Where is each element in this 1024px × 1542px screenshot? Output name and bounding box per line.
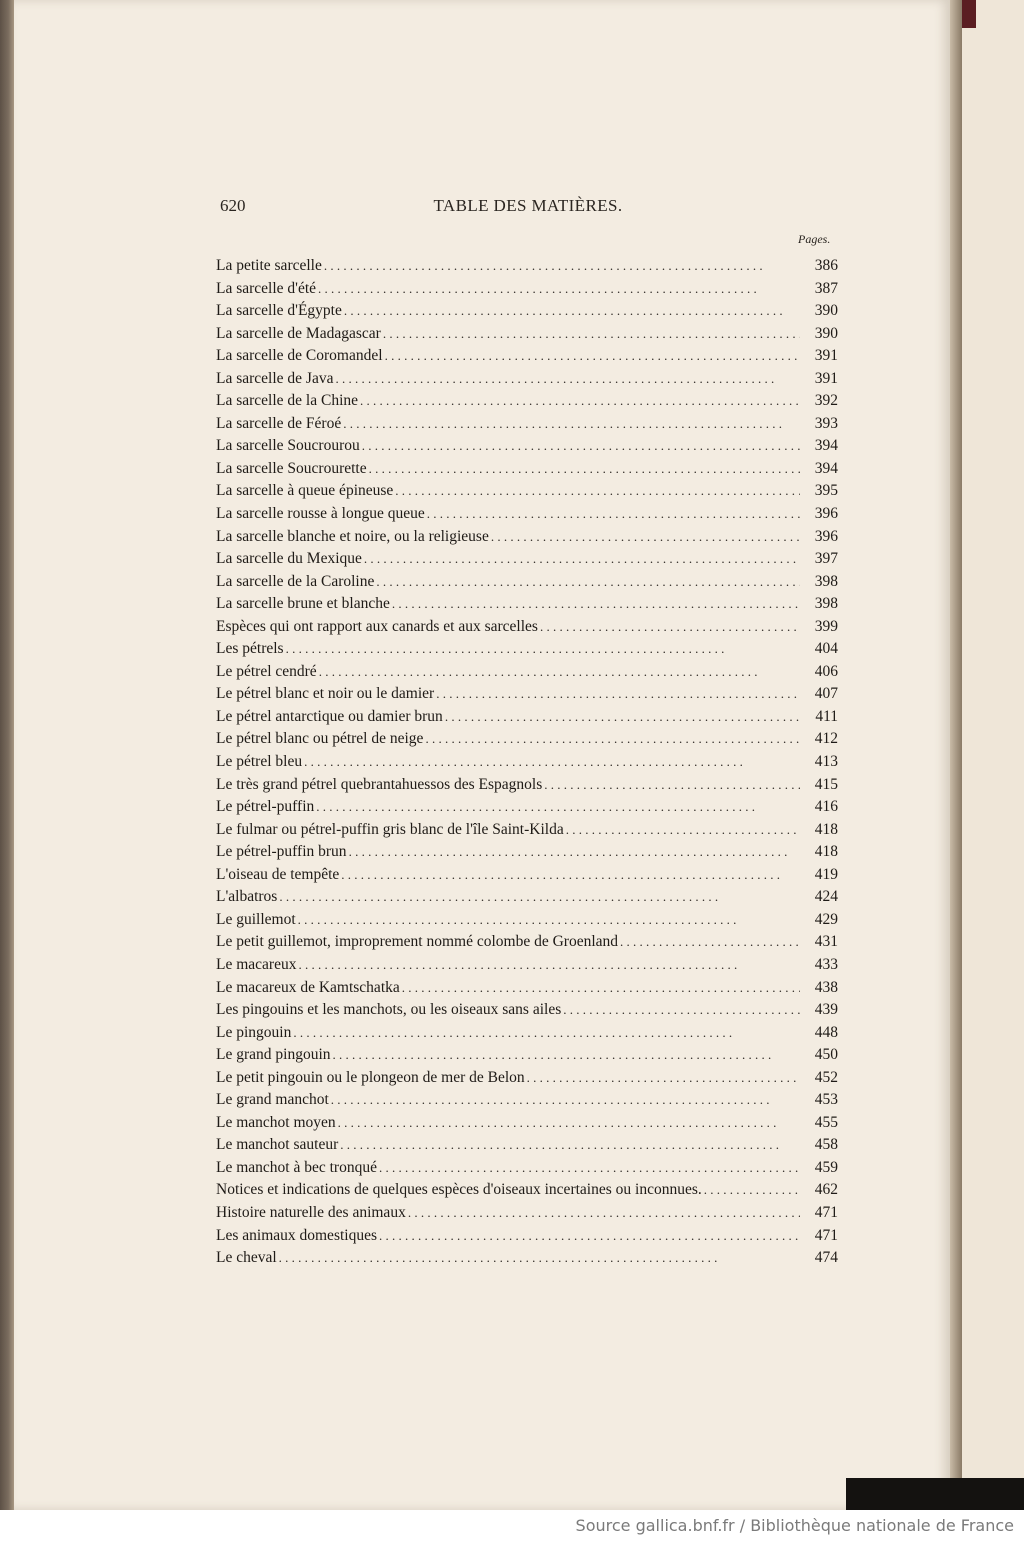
dot-leader <box>340 1134 800 1157</box>
toc-entry-title: Le grand pingouin <box>216 1046 331 1064</box>
toc-entry-title: La sarcelle du Mexique <box>216 550 362 568</box>
toc-entry-page: 471 <box>814 1203 838 1221</box>
dot-leader <box>298 954 800 977</box>
dot-leader <box>335 368 800 391</box>
toc-entry-page: 391 <box>814 369 838 387</box>
toc-entry <box>216 931 838 954</box>
toc-entry-title: La sarcelle brune et blanche <box>216 595 390 613</box>
toc-entry-page: 390 <box>814 324 838 342</box>
toc-entry-title: Le petit guillemot, improprement nommé colombe de Groenland <box>216 933 619 951</box>
toc-entry <box>216 977 838 1000</box>
toc-entry-page: 387 <box>814 279 838 297</box>
toc-entry-title: Le macareux <box>216 955 297 973</box>
toc-entry-title: Histoire naturelle des animaux <box>216 1203 406 1221</box>
toc-entry-page: 452 <box>814 1068 838 1086</box>
dot-leader <box>402 977 800 1000</box>
toc-entry-title: La sarcelle de Coromandel <box>216 347 383 365</box>
toc-entry-title: Notices et indications de quelques espèces d'oiseaux incertaines ou inconnues. <box>216 1181 702 1199</box>
dot-leader <box>331 1089 800 1112</box>
dot-leader <box>395 480 800 503</box>
toc-entry-page: 455 <box>814 1113 838 1131</box>
dot-leader <box>445 706 800 729</box>
toc-entry <box>216 548 838 571</box>
toc-entry <box>216 368 838 391</box>
page-header <box>220 196 836 222</box>
toc-entry-title: La sarcelle à queue épineuse <box>216 482 394 500</box>
dot-leader <box>318 278 800 301</box>
toc-entry-title: Le macareux de Kamtschatka <box>216 978 400 996</box>
toc-entry <box>216 1022 838 1045</box>
toc-entry <box>216 503 838 526</box>
toc-entry <box>216 683 838 706</box>
dot-leader <box>338 1112 800 1135</box>
dot-leader <box>304 751 800 774</box>
toc-entry <box>216 480 838 503</box>
toc-entry <box>216 1112 838 1135</box>
toc-entry-page: 438 <box>814 978 838 996</box>
toc-entry-title: Le pétrel-puffin <box>216 798 315 816</box>
dot-leader <box>540 616 800 639</box>
dot-leader <box>298 909 800 932</box>
toc-entry <box>216 616 838 639</box>
facing-page-edge <box>962 0 1024 1510</box>
toc-entry <box>216 435 838 458</box>
dot-leader <box>527 1067 800 1090</box>
toc-entry-page: 462 <box>814 1181 838 1199</box>
toc-entry <box>216 255 838 278</box>
toc-entry-title: Le pétrel bleu <box>216 753 303 771</box>
toc-entry <box>216 638 838 661</box>
toc-entry-title: La sarcelle de Madagascar <box>216 324 381 342</box>
toc-entry-page: 398 <box>814 595 838 613</box>
dot-leader <box>349 841 800 864</box>
toc-entry-title: La sarcelle Soucrourette <box>216 459 367 477</box>
toc-entry-page: 458 <box>814 1136 838 1154</box>
toc-entry-page: 399 <box>814 617 838 635</box>
toc-entry-page: 418 <box>814 820 838 838</box>
toc-entry-title: Le pétrel blanc ou pétrel de neige <box>216 730 424 748</box>
toc-entry-page: 407 <box>814 685 838 703</box>
toc-entry-page: 450 <box>814 1046 838 1064</box>
dot-leader <box>333 1044 800 1067</box>
book-spine-shadow <box>846 1478 1024 1510</box>
toc-entry-title: La sarcelle blanche et noire, ou la religieuse <box>216 527 489 545</box>
toc-entry <box>216 571 838 594</box>
toc-entry-title: Le pétrel-puffin brun <box>216 843 347 861</box>
toc-entry-page: 395 <box>814 482 838 500</box>
toc-entry-title: Le petit pingouin ou le plongeon de mer de Belon <box>216 1068 525 1086</box>
dot-leader <box>427 503 800 526</box>
toc-entry-title: Le guillemot <box>216 910 296 928</box>
toc-entry <box>216 661 838 684</box>
toc-entry <box>216 390 838 413</box>
toc-entry-page: 390 <box>814 302 838 320</box>
toc-entry <box>216 1044 838 1067</box>
dot-leader <box>392 593 800 616</box>
toc-entry-page: 453 <box>814 1091 838 1109</box>
dot-leader <box>341 864 800 887</box>
toc-entry-page: 392 <box>814 392 838 410</box>
toc-entry <box>216 1157 838 1180</box>
dot-leader <box>279 1247 800 1270</box>
dot-leader <box>369 458 800 481</box>
toc-entry-page: 429 <box>814 910 838 928</box>
dot-leader <box>364 548 800 571</box>
toc-entry <box>216 458 838 481</box>
toc-entry-page: 459 <box>814 1158 838 1176</box>
toc-entry-page: 412 <box>814 730 838 748</box>
toc-entry-page: 418 <box>814 843 838 861</box>
dot-leader <box>408 1202 800 1225</box>
toc-entry-title: Les pingouins et les manchots, ou les oiseaux sans ailes <box>216 1001 562 1019</box>
toc-entry-title: Le cheval <box>216 1249 277 1267</box>
dot-leader <box>279 886 800 909</box>
toc-entry <box>216 1067 838 1090</box>
toc-entry <box>216 751 838 774</box>
dot-leader <box>704 1179 800 1202</box>
toc-entry-title: La sarcelle de la Chine <box>216 392 359 410</box>
dot-leader <box>436 683 800 706</box>
toc-entry <box>216 1089 838 1112</box>
toc-entry-page: 439 <box>814 1001 838 1019</box>
dot-leader <box>425 728 800 751</box>
dot-leader <box>491 526 800 549</box>
pages-column-label: Pages. <box>798 232 831 246</box>
toc-entry-title: Le pétrel cendré <box>216 662 317 680</box>
dot-leader <box>324 255 800 278</box>
toc-entry-page: 396 <box>814 527 838 545</box>
toc-entry <box>216 278 838 301</box>
toc-entry-page: 406 <box>814 662 838 680</box>
toc-entry <box>216 774 838 797</box>
toc-entry-title: La sarcelle de Féroé <box>216 414 342 432</box>
dot-leader <box>563 999 800 1022</box>
toc-entry-page: 386 <box>814 257 838 274</box>
toc-entry-page: 411 <box>815 707 838 725</box>
dot-leader <box>379 1157 800 1180</box>
toc-entry-title: La sarcelle de la Caroline <box>216 572 375 590</box>
toc-entry-title: Le manchot à bec tronqué <box>216 1158 377 1176</box>
toc-entry-title: La sarcelle d'Égypte <box>216 302 342 320</box>
toc-entry-title: Le manchot moyen <box>216 1113 336 1131</box>
dot-leader <box>344 300 800 323</box>
toc-entry-page: 404 <box>814 640 838 658</box>
dot-leader <box>620 931 800 954</box>
toc-entry <box>216 345 838 368</box>
dot-leader <box>379 1225 800 1248</box>
toc-entry-title: Espèces qui ont rapport aux canards et aux sarcelles <box>216 617 538 635</box>
dot-leader <box>544 774 800 797</box>
toc-entry-title: L'oiseau de tempête <box>216 865 340 883</box>
toc-entry-page: 397 <box>814 550 838 568</box>
toc-entry <box>216 1225 838 1248</box>
toc-entry-page: 394 <box>814 459 838 477</box>
toc-entry-title: La sarcelle d'été <box>216 279 317 297</box>
bookmark-ribbon <box>962 0 976 28</box>
toc-entry-page: 474 <box>814 1249 838 1267</box>
toc-entry <box>216 954 838 977</box>
toc-entry <box>216 323 838 346</box>
toc-entry <box>216 1202 838 1225</box>
toc-entry <box>216 819 838 842</box>
dot-leader <box>383 323 800 346</box>
dot-leader <box>343 413 800 436</box>
dot-leader <box>566 819 800 842</box>
toc-entry-page: 431 <box>814 933 838 951</box>
book-page-edge <box>0 0 14 1510</box>
toc-entry-page: 398 <box>814 572 838 590</box>
dot-leader <box>293 1022 800 1045</box>
dot-leader <box>362 435 800 458</box>
toc-entry-page: 471 <box>814 1226 838 1244</box>
toc-entry-page: 391 <box>814 347 838 365</box>
toc-entry-title: La petite sarcelle <box>216 257 322 274</box>
toc-entry-page: 433 <box>814 955 838 973</box>
dot-leader <box>316 796 800 819</box>
toc-entry <box>216 909 838 932</box>
toc-entry <box>216 886 838 909</box>
toc-entry-title: Le fulmar ou pétrel-puffin gris blanc de l'île Saint-Kilda <box>216 820 564 838</box>
toc-entry-page: 413 <box>814 753 838 771</box>
source-credit: Source gallica.bnf.fr / Bibliothèque nationale de France <box>575 1516 1014 1535</box>
toc-entry-page: 396 <box>814 505 838 523</box>
toc-entry <box>216 300 838 323</box>
table-of-contents <box>216 255 838 1270</box>
toc-entry-title: Les animaux domestiques <box>216 1226 377 1244</box>
toc-entry-page: 424 <box>814 888 838 906</box>
toc-entry-page: 416 <box>814 798 838 816</box>
toc-entry-title: Le manchot sauteur <box>216 1136 339 1154</box>
toc-entry <box>216 593 838 616</box>
toc-entry-page: 393 <box>814 414 838 432</box>
toc-entry-title: Le pétrel antarctique ou damier brun <box>216 707 443 725</box>
toc-entry-page: 419 <box>814 865 838 883</box>
book-gutter <box>950 0 962 1510</box>
running-title: TABLE DES MATIÈRES. <box>433 196 623 215</box>
dot-leader <box>385 345 800 368</box>
toc-entry <box>216 1247 838 1270</box>
dot-leader <box>286 638 800 661</box>
toc-entry <box>216 728 838 751</box>
toc-entry-title: La sarcelle rousse à longue queue <box>216 505 425 523</box>
toc-entry-title: L'albatros <box>216 888 278 906</box>
toc-entry-page: 394 <box>814 437 838 455</box>
toc-entry-title: Le pingouin <box>216 1023 292 1041</box>
dot-leader <box>319 661 800 684</box>
toc-entry-title: Le très grand pétrel quebrantahuessos des Espagnols <box>216 775 543 793</box>
toc-entry-page: 448 <box>814 1023 838 1041</box>
toc-entry-title: Les pétrels <box>216 640 284 658</box>
toc-entry-title: La sarcelle de Java <box>216 369 334 387</box>
toc-entry-page: 415 <box>814 775 838 793</box>
toc-entry <box>216 1134 838 1157</box>
toc-entry <box>216 999 838 1022</box>
toc-entry-title: Le pétrel blanc et noir ou le damier <box>216 685 435 703</box>
page-number: 620 <box>220 196 246 215</box>
dot-leader <box>360 390 800 413</box>
toc-entry <box>216 413 838 436</box>
toc-entry-title: La sarcelle Soucrourou <box>216 437 360 455</box>
dot-leader <box>376 571 800 594</box>
toc-entry <box>216 526 838 549</box>
toc-entry <box>216 864 838 887</box>
toc-entry <box>216 841 838 864</box>
toc-entry <box>216 1179 838 1202</box>
toc-entry <box>216 706 838 729</box>
toc-entry <box>216 796 838 819</box>
toc-entry-title: Le grand manchot <box>216 1091 329 1109</box>
